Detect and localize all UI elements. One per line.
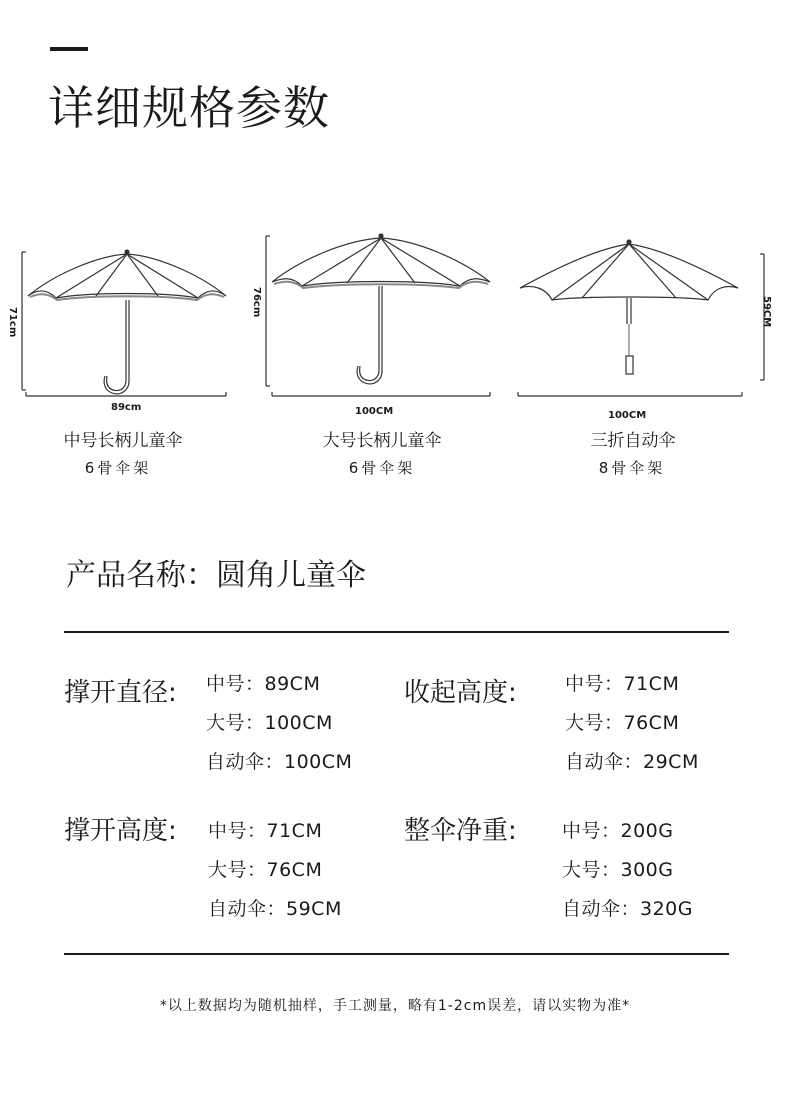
umbrella-large-ribs: 6骨伞架 [348,459,416,477]
umbrella-large-name: 大号长柄儿童伞 [322,431,442,451]
umbrella-automatic-width-label: 100CM [608,410,647,421]
spec-net-weight-large: 大号：300G [562,859,674,881]
spec-net-weight-medium: 中号：200G [562,820,674,842]
spec-folded-height-automatic: 自动伞：29CM [565,751,699,773]
spec-net-weight-automatic: 自动伞：320G [562,898,693,920]
umbrella-large-width-label: 100CM [355,406,394,417]
umbrella-medium-width-label: 89cm [111,402,142,413]
spec-folded-height-large: 大号：76CM [565,712,680,734]
spec-net-weight-heading: 整伞净重: [404,816,517,846]
spec-open-height-medium: 中号：71CM [208,820,323,842]
divider-top [64,631,729,633]
umbrella-medium-height-label: 71cm [7,307,18,338]
page-title: 详细规格参数 [48,81,330,135]
umbrella-large-height-label: 76cm [251,287,262,318]
title-accent-bar [50,47,88,51]
spec-open-height-large: 大号：76CM [208,859,323,881]
umbrella-automatic-ribs: 8骨伞架 [598,459,666,477]
divider-bottom [64,953,729,955]
umbrella-diagrams [0,220,790,420]
spec-open-height-heading: 撑开高度: [64,816,177,846]
umbrella-automatic-height-label: 59CM [761,296,772,328]
spec-open-diameter-heading: 撑开直径: [64,678,177,708]
footnote: *以上数据均为随机抽样，手工测量，略有1-2cm误差，请以实物为准* [159,998,631,1014]
spec-open-height-automatic: 自动伞：59CM [208,898,342,920]
spec-folded-height-heading: 收起高度: [404,678,517,708]
spec-open-diameter-large: 大号：100CM [206,712,333,734]
product-name: 产品名称：圆角儿童伞 [66,558,366,593]
umbrella-automatic-name: 三折自动伞 [590,431,676,451]
umbrella-medium-ribs: 6骨伞架 [84,459,152,477]
spec-open-diameter-medium: 中号：89CM [206,673,321,695]
umbrella-medium-name: 中号长柄儿童伞 [63,431,183,451]
umbrella-automatic-drawing [518,240,764,396]
spec-open-diameter-automatic: 自动伞：100CM [206,751,353,773]
spec-folded-height-medium: 中号：71CM [565,673,680,695]
umbrella-medium-drawing [22,250,226,396]
umbrella-large-drawing [266,234,490,396]
